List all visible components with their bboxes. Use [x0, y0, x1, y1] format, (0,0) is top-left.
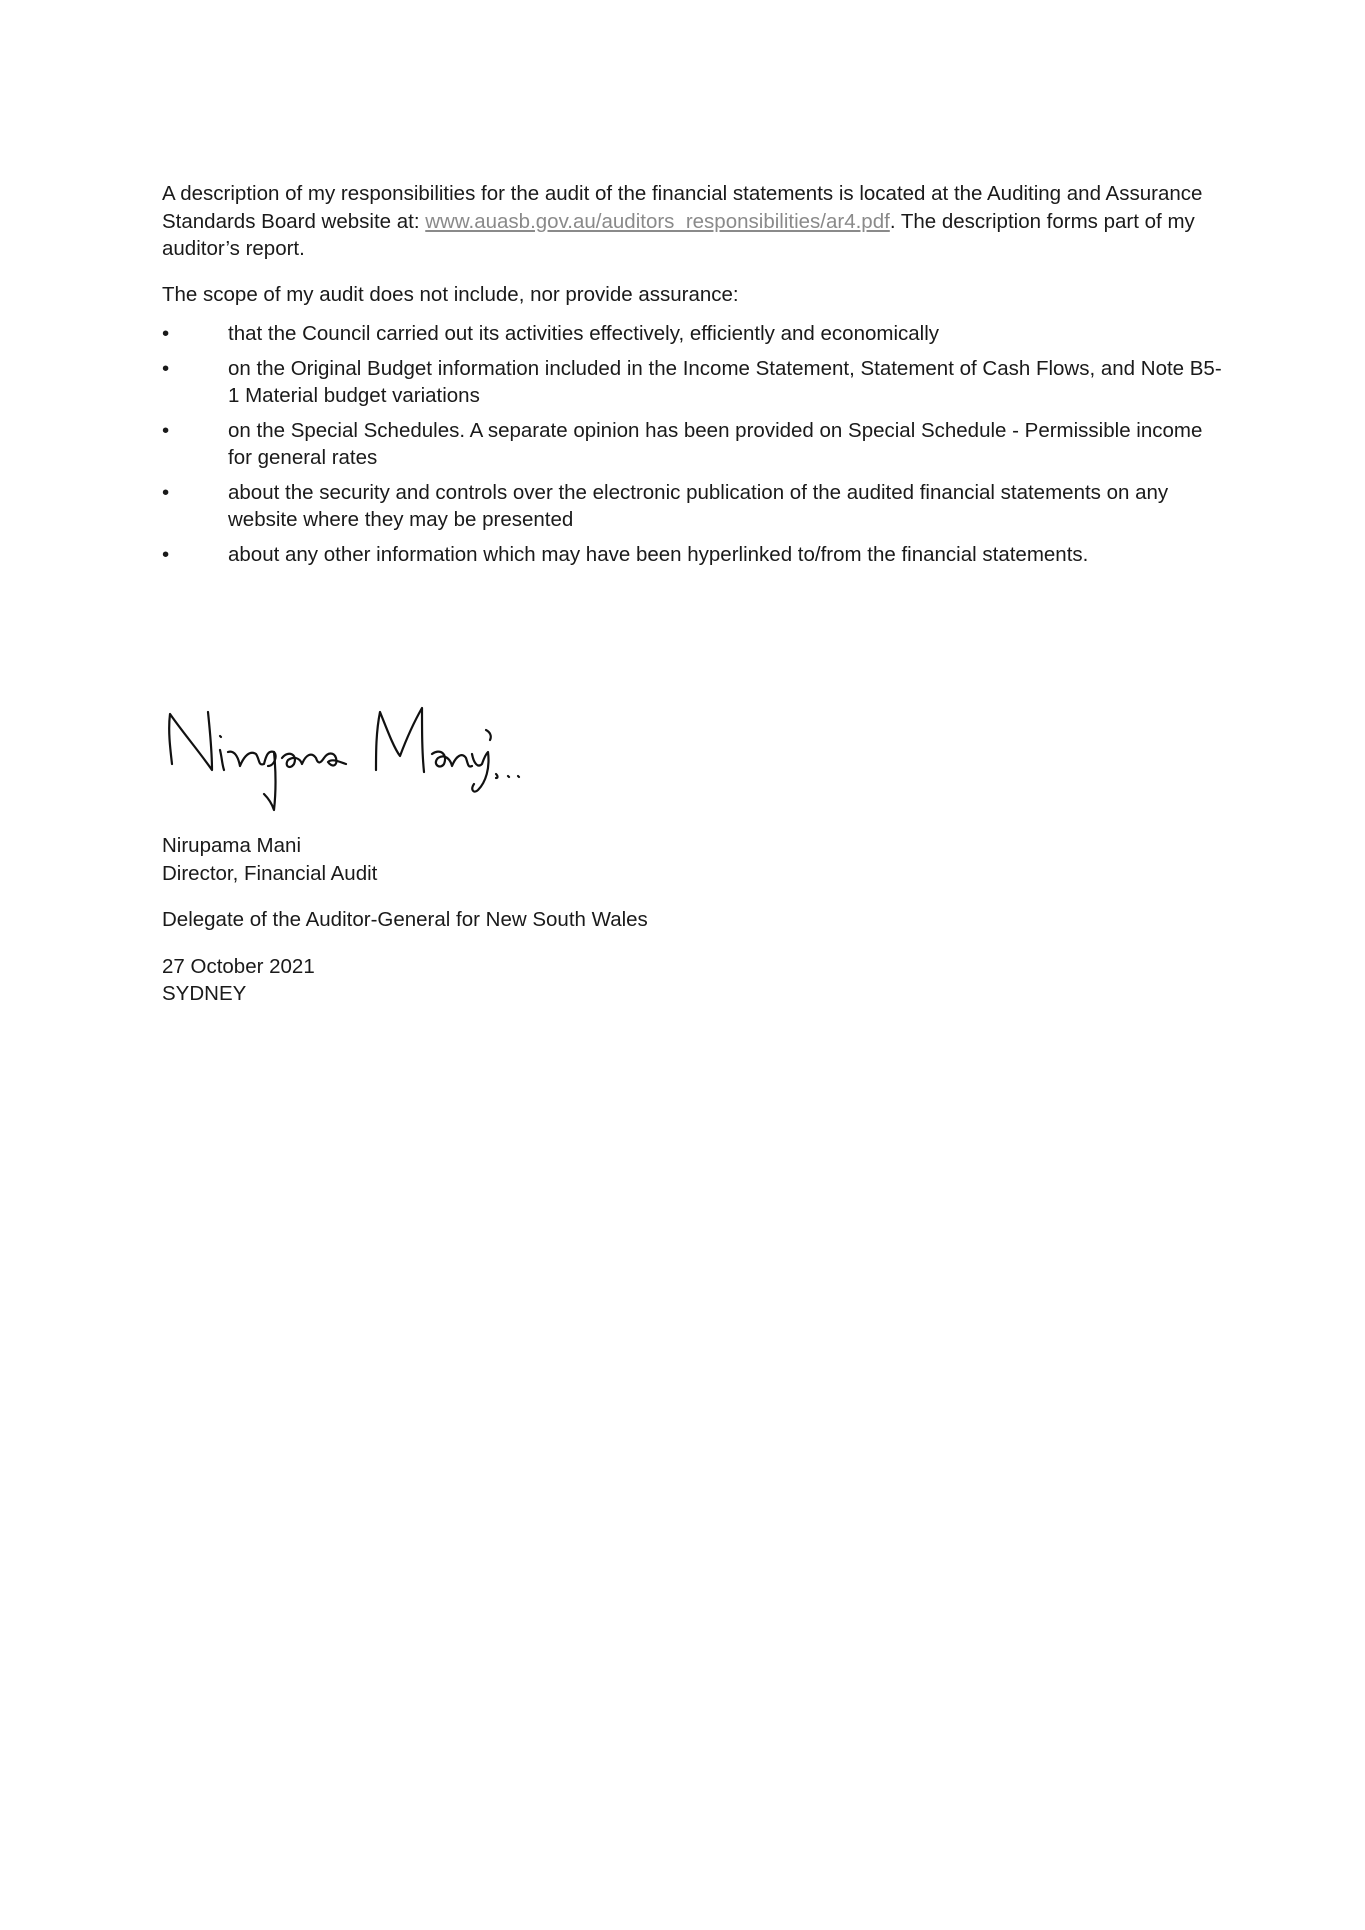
bullet-icon: •	[162, 418, 170, 442]
scope-item-text: about the security and controls over the electronic publication of the audited financial statements on any website where they may be presented	[228, 480, 1169, 531]
signing-city: SYDNEY	[162, 982, 247, 1005]
bullet-icon: •	[162, 542, 170, 566]
signatory-name: Nirupama Mani	[162, 834, 301, 857]
signatory	[162, 832, 648, 887]
scope-item-text: that the Council carried out its activities effectively, efficiently and economically	[228, 322, 940, 345]
scope-lead: The scope of my audit does not include, nor provide assurance:	[162, 282, 739, 306]
signing-date: 27 October 2021	[162, 954, 315, 978]
scope-item	[162, 479, 1222, 534]
scope-item-text: on the Original Budget information included in the Income Statement, Statement of Cash Flows, and Note B5-1 Material budget variations	[228, 356, 1222, 407]
report-body	[162, 180, 1222, 575]
date-place	[162, 953, 648, 1008]
bullet-icon: •	[162, 322, 170, 345]
intro-text-after-link: . The description forms part of my auditor’s report.	[162, 209, 1195, 260]
scope-item	[162, 355, 1222, 410]
scope-item	[162, 417, 1222, 472]
handwritten-signature	[160, 692, 600, 812]
intro-text-before-link: A description of my responsibilities for the audit of the financial statements is located at the Auditing and Assurance Standards Board website at:	[162, 182, 1203, 233]
delegate-line: Delegate of the Auditor-General for New South Wales	[162, 908, 648, 931]
auasb-link[interactable]: www.auasb.gov.au/auditors_responsibilities/ar4.pdf	[425, 209, 890, 233]
scope-item-text: about any other information which may have been hyperlinked to/from the financial statements.	[228, 542, 1089, 566]
scope-item	[162, 541, 1222, 569]
bullet-icon: •	[162, 480, 170, 504]
scope-item	[162, 320, 1222, 348]
signatory-title: Director, Financial Audit	[162, 861, 378, 885]
responsibilities-paragraph	[162, 180, 1222, 263]
signoff-block	[162, 832, 648, 1008]
scope-item-text: on the Special Schedules. A separate opinion has been provided on Special Schedule - Permissible income for general rates	[228, 418, 1203, 469]
bullet-icon: •	[162, 356, 170, 380]
scope-list	[162, 320, 1222, 568]
